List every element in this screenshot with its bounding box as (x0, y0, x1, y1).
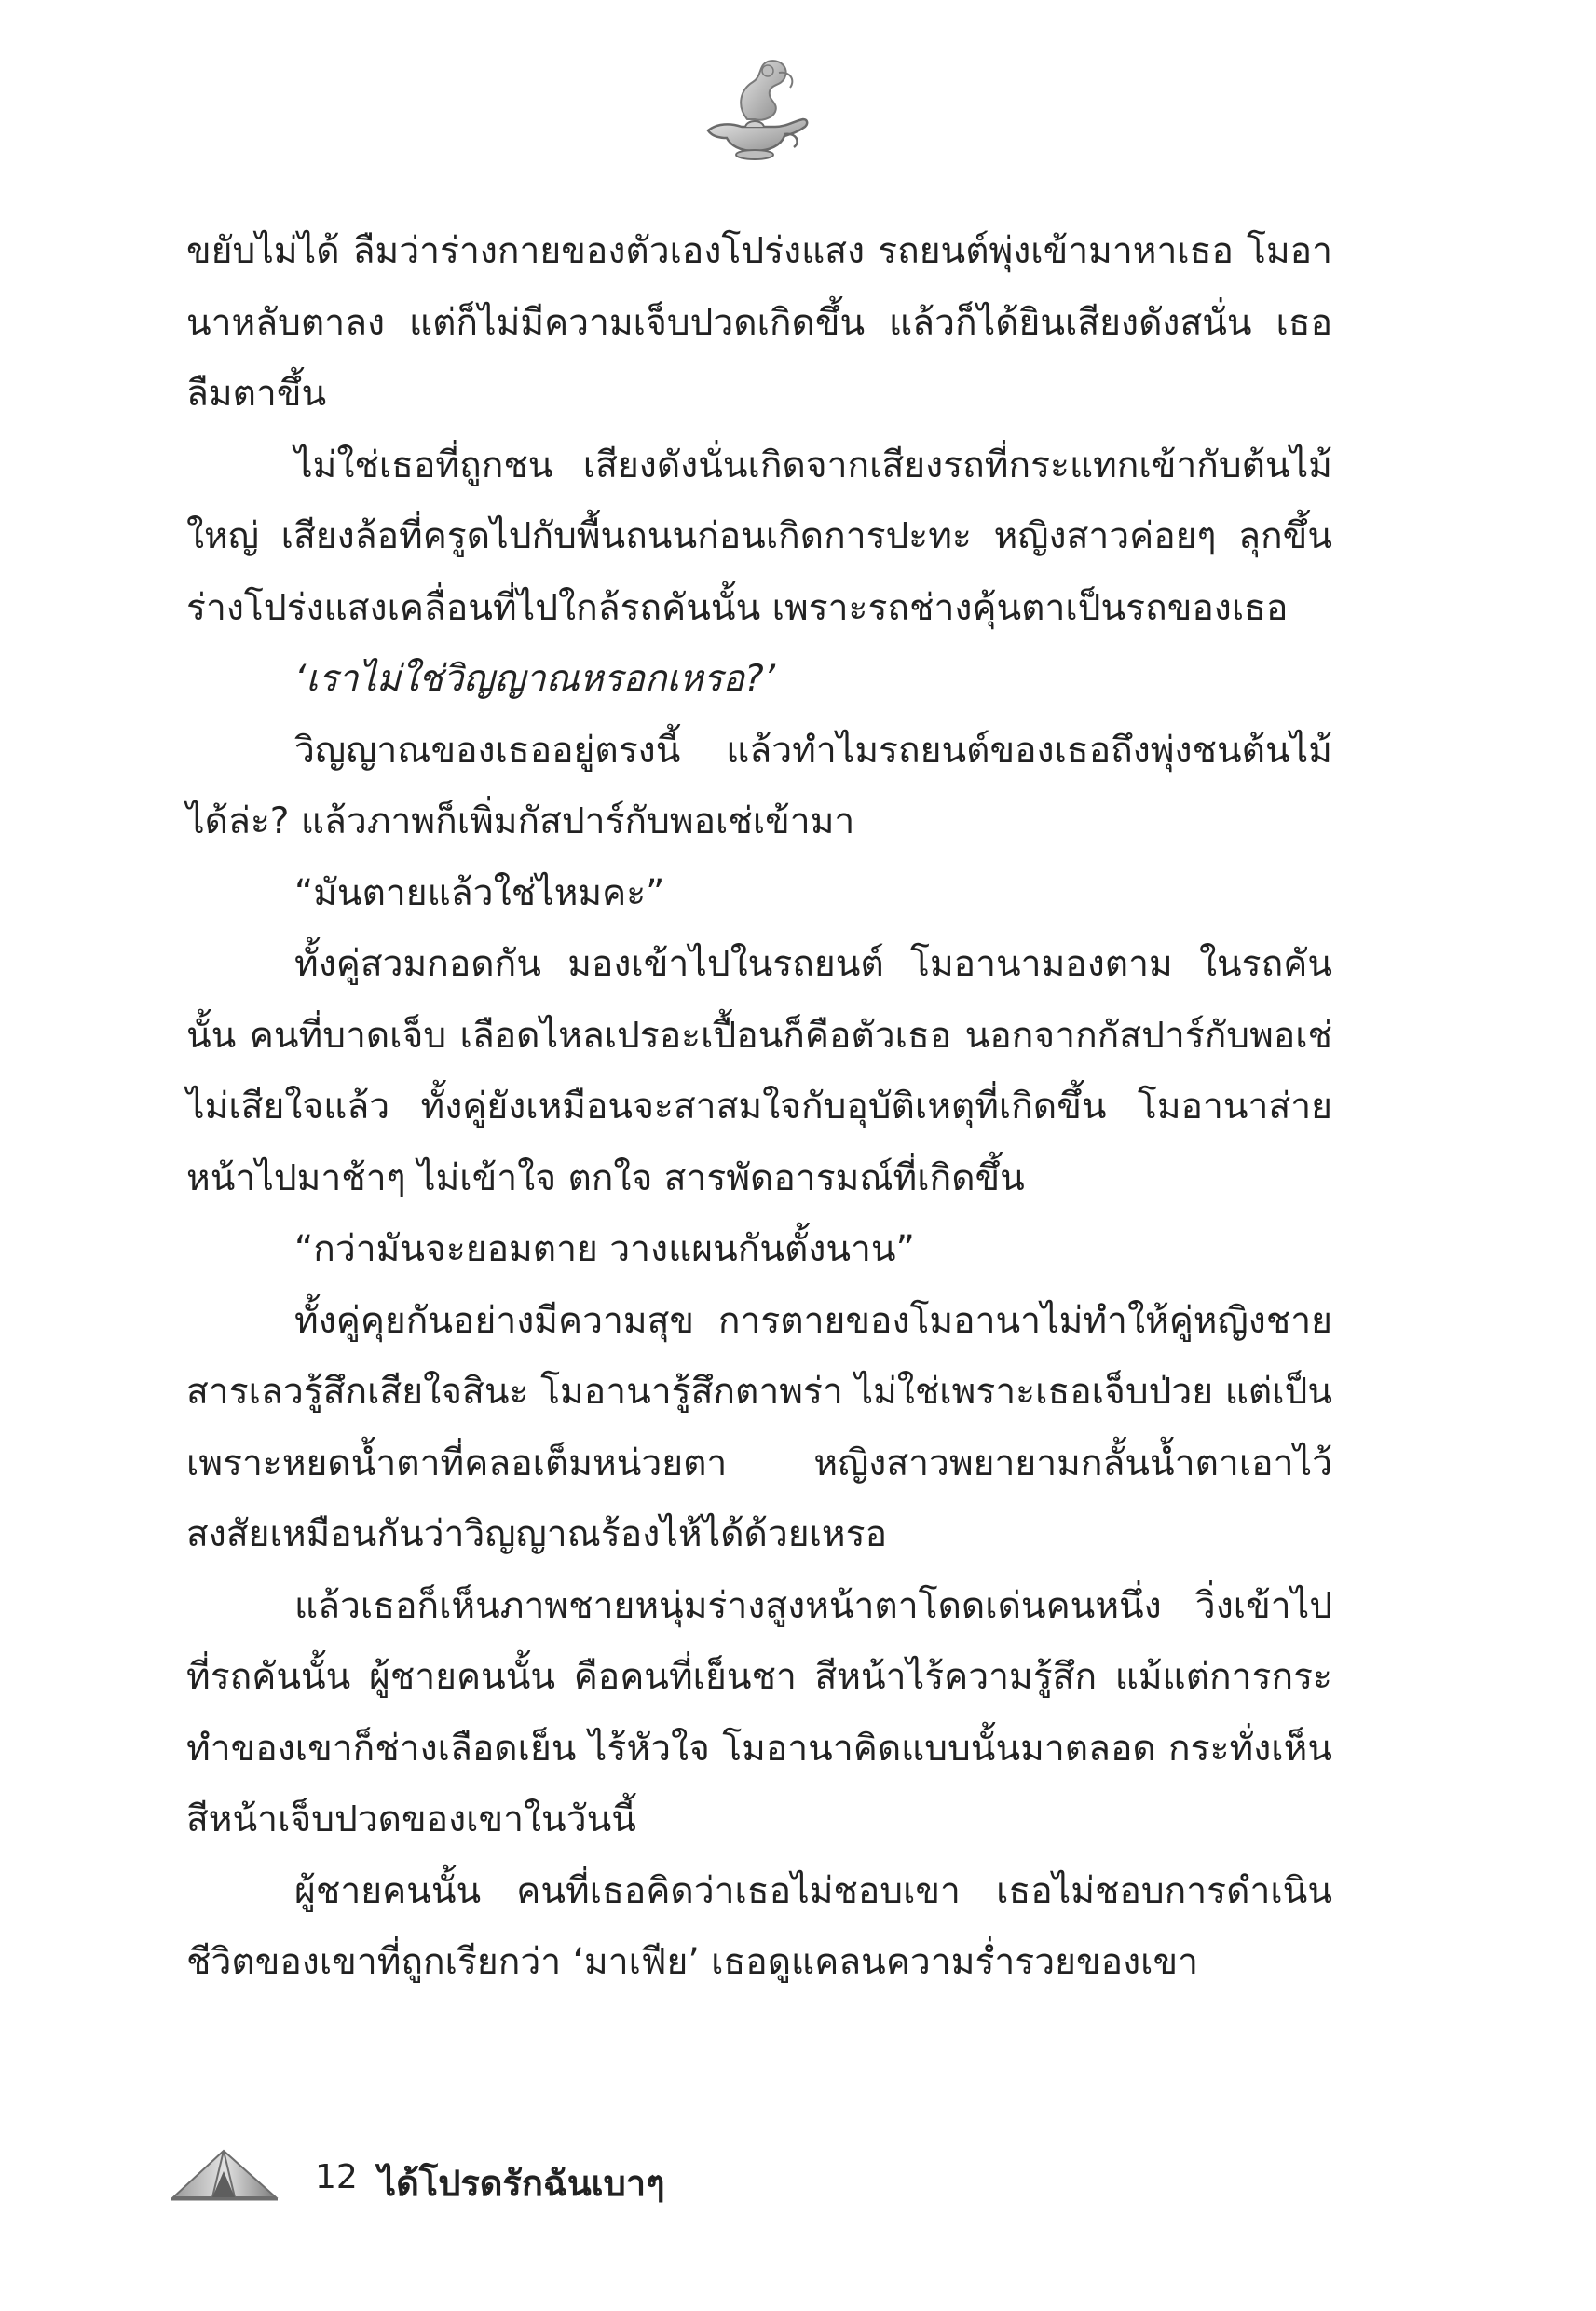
paragraph-1: ขยับไม่ได้ ลืมว่าร่างกายของตัวเองโปร่งแสง รถยนต์พุ่งเข้ามาหาเธอ โมอานาหลับตาลง แต่ก็ไม่มีความเจ็บปวดเกิดขึ้น แล้วก็ได้ยินเสียงดังสนั่น เธอลืมตาขึ้น (186, 230, 1332, 415)
paragraph-3: ‘เราไม่ใช่วิญญาณหรอกเหรอ?’ (294, 658, 776, 700)
paragraph-8: ทั้งคู่คุยกันอย่างมีความสุข การตายของโมอานาไม่ทำให้คู่หญิงชายสารเลวรู้สึกเสียใจสินะ โมอานารู้สึกตาพร่า ไม่ใช่เพราะเธอเจ็บป่วย แต่เป็นเพราะหยดน้ำตาที่คลอเต็มหน่วยตา หญิงสาวพยายามกลั้นน้ำตาเอาไว้ สงสัยเหมือนกันว่าวิญญาณร้องไห้ได้ด้วยเหรอ (186, 1299, 1332, 1555)
tent-icon (170, 2143, 280, 2203)
page-footer (170, 2143, 822, 2208)
paragraph-5: “มันตายแล้วใช่ไหมคะ” (294, 871, 665, 914)
book-title: ได้โปรดรักฉันเบาๆ (378, 2163, 665, 2204)
paragraph-6: ทั้งคู่สวมกอดกัน มองเข้าไปในรถยนต์ โมอานามองตาม ในรถคันนั้น คนที่บาดเจ็บ เลือดไหลเปรอะเปื้อนก็คือตัวเธอ นอกจากกัสปาร์กับพอเช่ไม่เสียใจแล้ว ทั้งคู่ยังเหมือนจะสาสมใจกับอุบัติเหตุที่เกิดขึ้น โมอานาส่ายหน้าไปมาช้าๆ ไม่เข้าใจ ตกใจ สารพัดอารมณ์ที่เกิดขึ้น (186, 943, 1332, 1199)
body-text (186, 216, 1332, 1999)
lamp-genie-icon (689, 54, 820, 166)
paragraph-7: “กว่ามันจะยอมตาย วางแผนกันตั้งนาน” (294, 1228, 915, 1270)
paragraph-2: ไม่ใช่เธอที่ถูกชน เสียงดังนั่นเกิดจากเสียงรถที่กระแทกเข้ากับต้นไม้ใหญ่ เสียงล้อที่ครูดไปกับพื้นถนนก่อนเกิดการปะทะ หญิงสาวค่อยๆ ลุกขึ้น ร่างโปร่งแสงเคลื่อนที่ไปใกล้รถคันนั้น เพราะรถช่างคุ้นตาเป็นรถของเธอ (186, 444, 1332, 629)
paragraph-4: วิญญาณของเธออยู่ตรงนี้ แล้วทำไมรถยนต์ของเธอถึงพุ่งชนต้นไม้ได้ล่ะ? แล้วภาพก็เพิ่มกัสปาร์กับพอเช่เข้ามา (186, 729, 1332, 842)
page-number: 12 (315, 2158, 358, 2196)
paragraph-9: แล้วเธอก็เห็นภาพชายหนุ่มร่างสูงหน้าตาโดดเด่นคนหนึ่ง วิ่งเข้าไปที่รถคันนั้น ผู้ชายคนนั้น คือคนที่เย็นชา สีหน้าไร้ความรู้สึก แม้แต่การกระทำของเขาก็ช่างเลือดเย็น ไร้หัวใจ โมอานาคิดแบบนั้นมาตลอด กระทั่งเห็นสีหน้าเจ็บปวดของเขาในวันนี้ (186, 1584, 1332, 1840)
paragraph-10: ผู้ชายคนนั้น คนที่เธอคิดว่าเธอไม่ชอบเขา เธอไม่ชอบการดำเนินชีวิตของเขาที่ถูกเรียกว่า ‘มาเฟีย’ เธอดูแคลนความร่ำรวยของเขา (186, 1869, 1332, 1983)
